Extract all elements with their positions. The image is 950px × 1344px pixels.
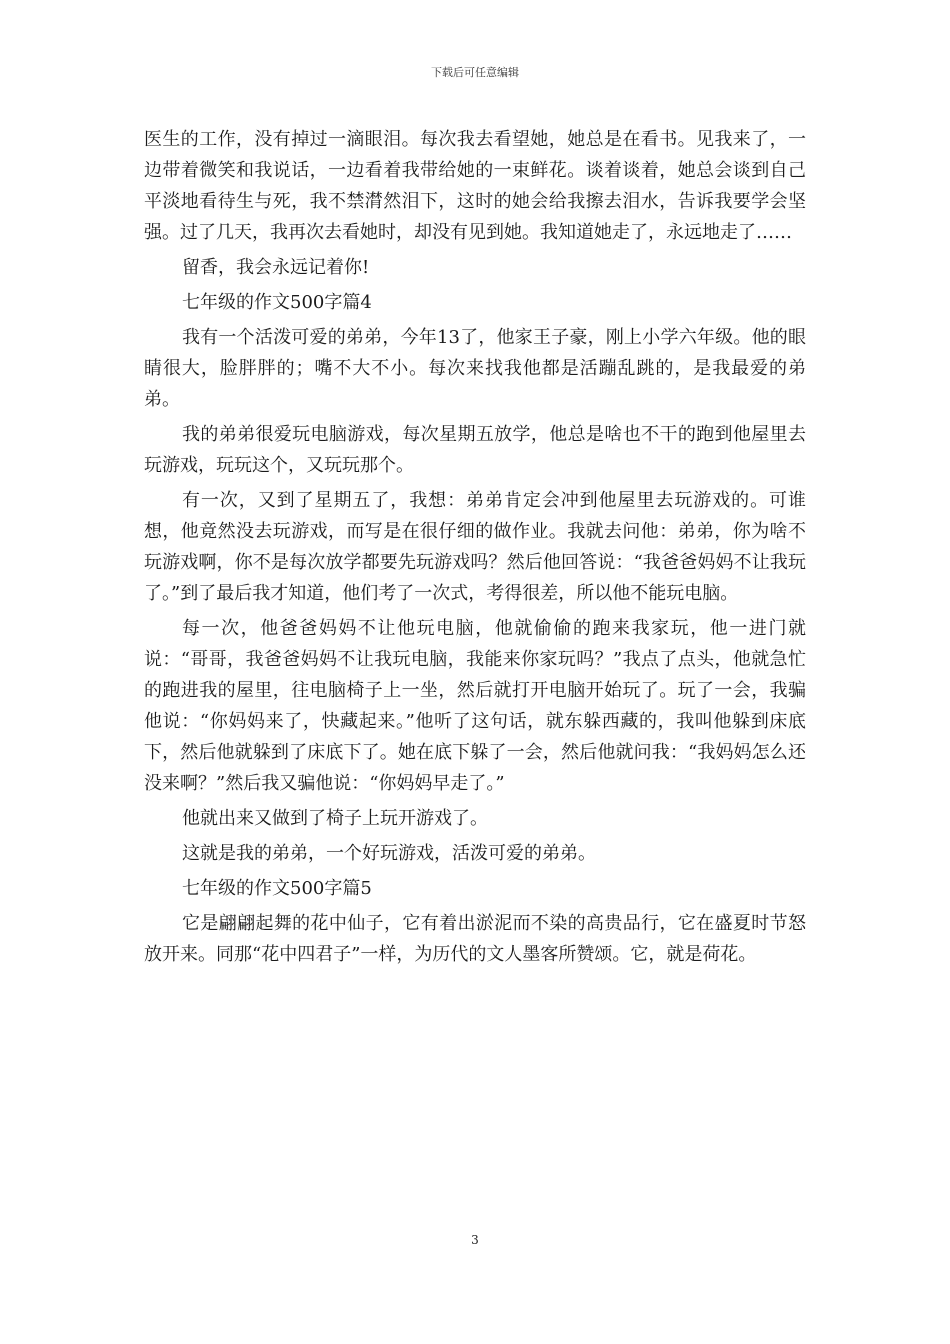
paragraph: 有一次，又到了星期五了，我想：弟弟肯定会冲到他屋里去玩游戏的。可谁想，他竟然没去玩游戏，而写是在很仔细的做作业。我就去问他：弟弟，你为啥不玩游戏啊，你不是每次放学都要先玩游戏吗？然后他回答说：“我爸爸妈妈不让我玩了。”到了最后我才知道，他们考了一次式，考得很差，所以他不能玩电脑。: [144, 490, 806, 604]
paragraph: 我有一个活泼可爱的弟弟，今年13了，他家王子豪，刚上小学六年级。他的眼睛很大，脸胖胖的；嘴不大不小。每次来找我他都是活蹦乱跳的，是我最爱的弟弟。: [144, 327, 806, 410]
paragraph: 每一次，他爸爸妈妈不让他玩电脑，他就偷偷的跑来我家玩，他一进门就说：“哥哥，我爸爸妈妈不让我玩电脑，我能来你家玩吗？”我点了点头，他就急忙的跑进我的屋里，往电脑椅子上一坐，然后就打开电脑开始玩了。玩了一会，我骗他说：“你妈妈来了，快藏起来。”他听了这句话，就东躲西藏的，我叫他躲到床底下，然后他就躲到了床底下了。她在底下躲了一会，然后他就问我：“我妈妈怎么还没来啊？”然后我又骗他说：“你妈妈早走了。”: [144, 618, 806, 794]
paragraph: 我的弟弟很爱玩电脑游戏，每次星期五放学，他总是啥也不干的跑到他屋里去玩游戏，玩玩这个，又玩玩那个。: [144, 424, 806, 476]
page-number: 3: [471, 1233, 479, 1247]
paragraph-farewell: 留香，我会永远记着你!: [182, 257, 370, 278]
paragraph-continuation: 医生的工作，没有掉过一滴眼泪。每次我去看望她，她总是在看书。见我来了，一边带着微笑和我说话，一边看着我带给她的一束鲜花。谈着谈着，她总会谈到自己平淡地看待生与死，我不禁潸然泪下，这时的她会给我擦去泪水，告诉我要学会坚强。过了几天，我再次去看她时，却没有见到她。我知道她走了，永远地走了……: [144, 129, 806, 243]
section-heading-5: 七年级的作文500字篇5: [182, 878, 372, 899]
document-body: [144, 124, 806, 974]
paragraph: 它是翩翩起舞的花中仙子，它有着出淤泥而不染的高贵品行，它在盛夏时节怒放开来。同那“花中四君子”一样，为历代的文人墨客所赞颂。它，就是荷花。: [144, 913, 806, 965]
page-header: 下载后可任意编辑: [431, 66, 519, 79]
paragraph: 这就是我的弟弟，一个好玩游戏，活泼可爱的弟弟。: [182, 843, 596, 864]
paragraph: 他就出来又做到了椅子上玩开游戏了。: [182, 808, 488, 829]
section-heading-4: 七年级的作文500字篇4: [182, 292, 372, 313]
